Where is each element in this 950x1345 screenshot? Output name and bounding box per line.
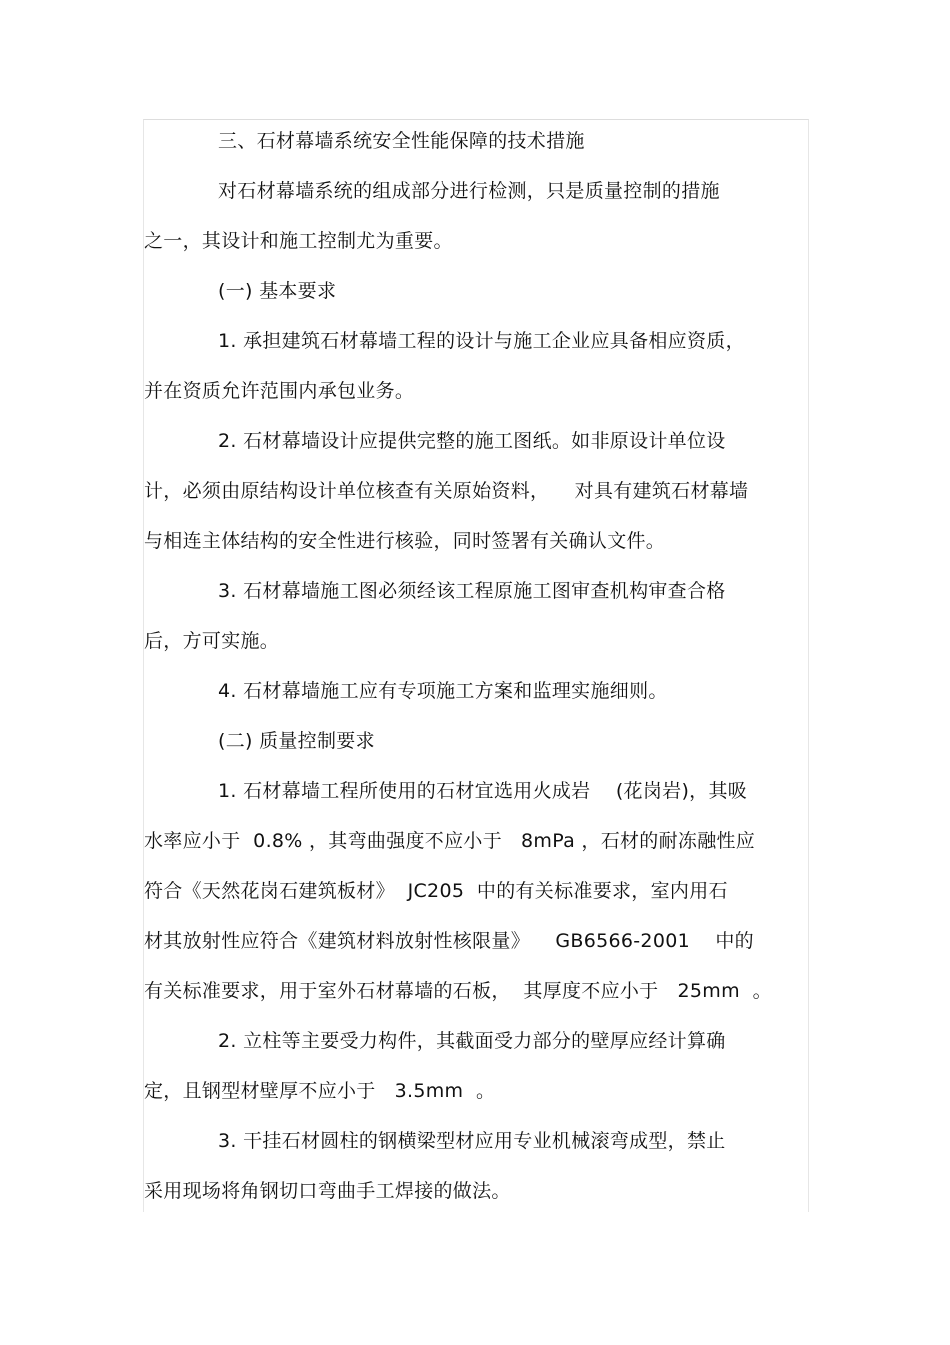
paragraph-line: 符合《天然花岗石建筑板材》 JC205 中的有关标准要求，室内用石 [144, 880, 728, 902]
subsection-heading: (二) 质量控制要求 [218, 730, 375, 752]
paragraph-line: 有关标准要求，用于室外石材幕墙的石板， 其厚度不应小于 25mm 。 [144, 980, 772, 1002]
subsection-heading: (一) 基本要求 [218, 280, 337, 302]
paragraph-line: 1. 承担建筑石材幕墙工程的设计与施工企业应具备相应资质， [218, 330, 745, 352]
paragraph-line: 定，且钢型材壁厚不应小于 3.5mm 。 [144, 1080, 496, 1102]
paragraph-line: 采用现场将角钢切口弯曲手工焊接的做法。 [144, 1180, 511, 1202]
paragraph-line: 之一，其设计和施工控制尤为重要。 [144, 230, 453, 252]
paragraph-line: 水率应小于 0.8% ，其弯曲强度不应小于 8mPa ，石材的耐冻融性应 [144, 830, 756, 852]
section-heading: 三、石材幕墙系统安全性能保障的技术措施 [218, 130, 585, 152]
paragraph-line: 2. 立柱等主要受力构件，其截面受力部分的壁厚应经计算确 [218, 1030, 726, 1052]
paragraph-line: 3. 干挂石材圆柱的钢横梁型材应用专业机械滚弯成型，禁止 [218, 1130, 726, 1152]
paragraph-line: 对石材幕墙系统的组成部分进行检测，只是质量控制的措施 [218, 180, 720, 202]
paragraph-line: 后，方可实施。 [144, 630, 280, 652]
paragraph-line: 并在资质允许范围内承包业务。 [144, 380, 415, 402]
paragraph-line: 计，必须由原结构设计单位核查有关原始资料， 对具有建筑石材幕墙 [144, 480, 749, 502]
paragraph-line: 4. 石材幕墙施工应有专项施工方案和监理实施细则。 [218, 680, 668, 702]
paragraph-line: 与相连主体结构的安全性进行核验，同时签署有关确认文件。 [144, 530, 666, 552]
paragraph-line: 1. 石材幕墙工程所使用的石材宜选用火成岩 (花岗岩)，其吸 [218, 780, 748, 802]
paragraph-line: 2. 石材幕墙设计应提供完整的施工图纸。如非原设计单位设 [218, 430, 726, 452]
paragraph-line: 3. 石材幕墙施工图必须经该工程原施工图审查机构审查合格 [218, 580, 726, 602]
paragraph-line: 材其放射性应符合《建筑材料放射性核限量》 GB6566-2001 中的 [144, 930, 754, 952]
